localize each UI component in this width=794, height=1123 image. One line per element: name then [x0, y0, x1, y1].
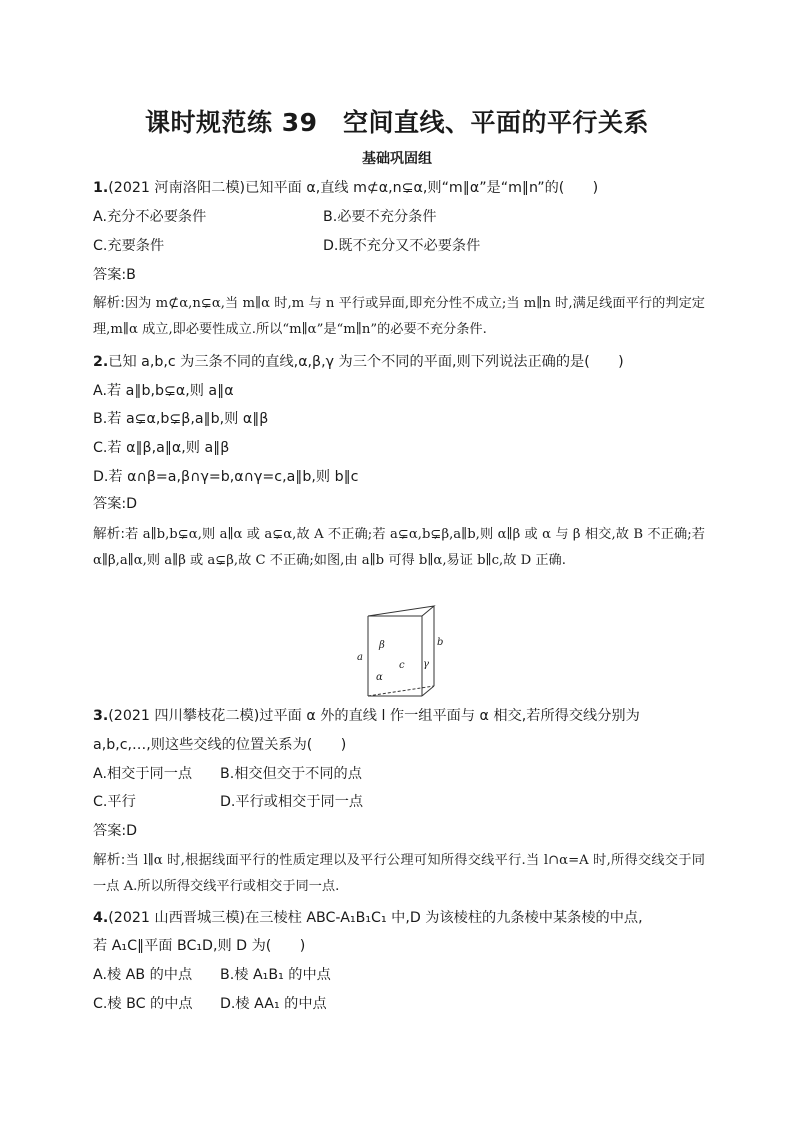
question-3-number: 3.	[93, 708, 109, 724]
question-2-option-d: D.若 α∩β=a,β∩γ=b,α∩γ=c,a∥b,则 b∥c	[93, 469, 359, 485]
question-3-option-b: B.相交但交于不同的点	[220, 766, 362, 782]
label-a: a	[357, 652, 363, 663]
question-3-option-c: C.平行	[93, 794, 136, 810]
question-3-option-d: D.平行或相交于同一点	[220, 794, 364, 810]
question-4-number: 4.	[93, 910, 109, 926]
page-title: 课时规范练 39 空间直线、平面的平行关系	[145, 108, 649, 137]
question-4-option-d: D.棱 AA₁ 的中点	[220, 996, 327, 1012]
question-3-explanation	[93, 848, 705, 899]
question-1-option-b: B.必要不充分条件	[323, 209, 437, 225]
explanation-label: 解析:	[93, 295, 125, 311]
explanation-label: 解析:	[93, 526, 125, 542]
question-3-text: (2021 四川攀枝花二模)过平面 α 外的直线 l 作一组平面与 α 相交,若所得交线分别为	[108, 708, 640, 724]
question-4-stem-line1	[93, 908, 643, 928]
question-2-option-b: B.若 a⊊α,b⊊β,a∥b,则 α∥β	[93, 411, 269, 427]
question-3-stem-line1	[93, 706, 640, 726]
section-heading: 基础巩固组	[362, 151, 432, 167]
question-4-option-a: A.棱 AB 的中点	[93, 967, 193, 983]
question-3-option-a: A.相交于同一点	[93, 766, 193, 782]
question-4-option-c: C.棱 BC 的中点	[93, 996, 193, 1012]
question-1-answer: 答案:B	[93, 267, 136, 283]
question-2-stem	[93, 352, 624, 372]
question-1-stem	[93, 178, 598, 198]
question-1-text: (2021 河南洛阳二模)已知平面 α,直线 m⊄α,n⊊α,则“m∥α”是“m∥n”的( )	[108, 180, 599, 196]
question-2-option-c: C.若 α∥β,a∥α,则 a∥β	[93, 440, 230, 456]
question-1-option-a: A.充分不必要条件	[93, 209, 207, 225]
label-beta: β	[379, 640, 385, 651]
question-1-explanation	[93, 291, 705, 342]
question-2-option-a: A.若 a∥b,b⊊α,则 a∥α	[93, 383, 234, 399]
question-2-number: 2.	[93, 354, 109, 370]
label-gamma: γ	[423, 659, 429, 670]
question-1-option-c: C.充要条件	[93, 238, 165, 254]
question-1-number: 1.	[93, 180, 109, 196]
explanation-text: 因为 m⊄α,n⊊α,当 m∥α 时,m 与 n 平行或异面,即充分性不成立;当 m∥n 时,满足线面平行的判定定理,m∥α 成立,即必要性成立.所以“m∥α”是“m∥n”的必要不充分条件.	[93, 296, 705, 337]
explanation-text: 若 a∥b,b⊊α,则 a∥α 或 a⊊α,故 A 不正确;若 a⊊α,b⊊β,a∥b,则 α∥β 或 α 与 β 相交,故 B 不正确;若 α∥β,a∥α,则 a∥β 或 a⊊β,故 C 不正确;如图,由 a∥b 可得 b∥α,易证 b∥c,故 D 正确.	[93, 527, 705, 568]
question-4-stem-line2: 若 A₁C∥平面 BC₁D,则 D 为( )	[93, 938, 306, 954]
question-2-explanation	[93, 522, 705, 573]
question-2-text: 已知 a,b,c 为三条不同的直线,α,β,γ 为三个不同的平面,则下列说法正确的是( )	[108, 354, 624, 370]
question-4-text: (2021 山西晋城三模)在三棱柱 ABC-A₁B₁C₁ 中,D 为该棱柱的九条棱中某条棱的中点,	[108, 910, 643, 926]
question-4-option-b: B.棱 A₁B₁ 的中点	[220, 967, 331, 983]
prism-figure	[350, 600, 450, 705]
label-b: b	[437, 637, 444, 648]
question-3-stem-line2: a,b,c,…,则这些交线的位置关系为( )	[93, 737, 347, 753]
question-1-option-d: D.既不充分又不必要条件	[323, 238, 481, 254]
prism-top-face	[368, 606, 434, 616]
label-alpha: α	[376, 672, 383, 683]
explanation-text: 当 l∥α 时,根据线面平行的性质定理以及平行公理可知所得交线平行.当 l∩α=A 时,所得交线交于同一点 A.所以所得交线平行或相交于同一点.	[93, 853, 705, 894]
explanation-label: 解析:	[93, 852, 126, 868]
question-3-answer: 答案:D	[93, 823, 138, 839]
label-c: c	[399, 660, 405, 671]
question-2-answer: 答案:D	[93, 496, 138, 512]
